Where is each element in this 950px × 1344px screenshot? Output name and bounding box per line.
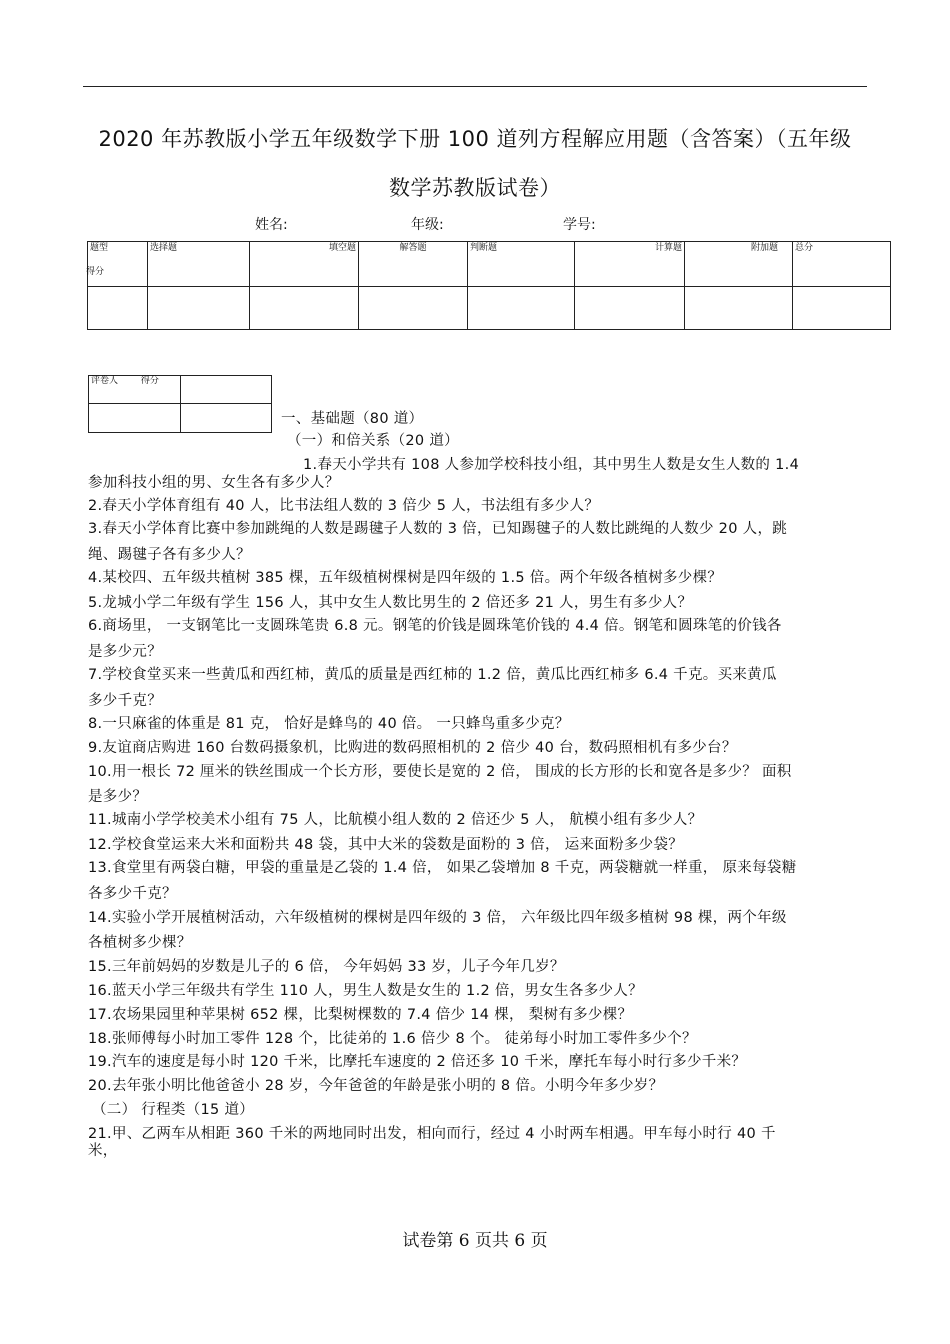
question-line: 18.张师傅每小时加工零件 128 个，比徒弟的 1.6 倍少 8 个。 徒弟每小时加工零件多少个？ <box>88 1031 697 1047</box>
question-line: 是多少？ <box>88 789 148 805</box>
question-line: 6.商场里， 一支钢笔比一支圆珠笔贵 6.8 元。钢笔的价钱是圆珠笔价钱的 4.4 倍。钢笔和圆珠笔的价钱各 <box>88 618 782 634</box>
score-table-header-extra: 附加题 <box>685 242 793 287</box>
question-line: 21.甲、乙两车从相距 360 千米的两地同时出发，相向而行，经过 4 小时两车相遇。甲车每小时行 40 千 <box>88 1126 776 1142</box>
question-line: 8.一只麻雀的体重是 81 克， 恰好是蜂鸟的 40 倍。 一只蜂鸟重多少克？ <box>88 716 570 732</box>
page-footer: 试卷第 6 页共 6 页 <box>402 1231 548 1251</box>
question-line: 7.学校食堂买来一些黄瓜和西红柿，黄瓜的质量是西红柿的 1.2 倍，黄瓜比西红柿多 6.4 千克。买来黄瓜 <box>88 667 777 683</box>
question-line: 20.去年张小明比他爸爸小 28 岁，今年爸爸的年龄是张小明的 8 倍。小明今年多少岁？ <box>88 1078 664 1094</box>
score-table-header-choice: 选择题 <box>148 242 250 287</box>
question-line: 2.春天小学体育组有 40 人，比书法组人数的 3 倍少 5 人，书法组有多少人？ <box>88 498 600 514</box>
score-cell <box>468 287 575 330</box>
grader-label: 评卷人 得分 <box>89 376 181 404</box>
score-table-header-judge: 判断题 <box>468 242 575 287</box>
question-line: 各多少千克？ <box>88 886 177 902</box>
question-line: 14.实验小学开展植树活动，六年级植树的棵树是四年级的 3 倍， 六年级比四年级多植树 98 棵，两个年级 <box>88 910 787 926</box>
question-line: 各植树多少棵？ <box>88 935 192 951</box>
score-table-header-total: 总分 <box>793 242 891 287</box>
score-table-header-fill: 填空题 <box>250 242 359 287</box>
question-line: 绳、踢毽子各有多少人？ <box>88 547 251 563</box>
name-field-label: 姓名: <box>255 217 288 233</box>
score-cell <box>148 287 250 330</box>
score-cell <box>685 287 793 330</box>
subsection-heading: （一）和倍关系（20 道） <box>287 433 459 449</box>
question-line: 11.城南小学学校美术小组有 75 人，比航模小组人数的 2 倍还少 5 人， 航模小组有多少人？ <box>88 812 703 828</box>
score-cell <box>359 287 468 330</box>
subsection-heading: （二） 行程类（15 道） <box>92 1102 255 1118</box>
score-cell <box>575 287 685 330</box>
score-cell <box>88 287 148 330</box>
score-table <box>87 241 891 330</box>
grader-table <box>88 375 272 433</box>
question-line: 1.春天小学共有 108 人参加学校科技小组，其中男生人数是女生人数的 1.4 <box>303 457 800 473</box>
score-cell <box>793 287 891 330</box>
score-row-label: 得分 <box>86 267 105 277</box>
grader-cell <box>181 404 272 433</box>
question-line: 15.三年前妈妈的岁数是儿子的 6 倍， 今年妈妈 33 岁，儿子今年几岁？ <box>88 959 565 975</box>
question-line: 3.春天小学体育比赛中参加跳绳的人数是踢毽子人数的 3 倍，已知踢毽子的人数比跳绳的人数少 20 人，跳 <box>88 521 788 537</box>
question-line: 13.食堂里有两袋白糖，甲袋的重量是乙袋的 1.4 倍， 如果乙袋增加 8 千克，两袋糖就一样重， 原来每袋糖 <box>88 860 797 876</box>
score-table-header-type: 题型 得分 <box>88 242 148 287</box>
section-heading: 一、基础题（80 道） <box>281 411 424 427</box>
grade-field-label: 年级: <box>411 217 444 233</box>
question-line: 是多少元？ <box>88 644 162 660</box>
document-title-line-1: 2020 年苏教版小学五年级数学下册 100 道列方程解应用题（含答案）（五年级 <box>98 127 852 151</box>
question-line: 19.汽车的速度是每小时 120 千米，比摩托车速度的 2 倍还多 10 千米，摩托车每小时行多少千米？ <box>88 1054 747 1070</box>
question-line: 17.农场果园里种苹果树 652 棵，比梨树棵数的 7.4 倍少 14 棵， 梨树有多少棵？ <box>88 1007 633 1023</box>
score-cell <box>250 287 359 330</box>
score-table-header-answer: 解答题 <box>359 242 468 287</box>
question-line: 9.友谊商店购进 160 台数码摄象机，比购进的数码照相机的 2 倍少 40 台，数码照相机有多少台？ <box>88 740 737 756</box>
question-line: 12.学校食堂运来大米和面粉共 48 袋，其中大米的袋数是面粉的 3 倍， 运来面粉多少袋？ <box>88 837 684 853</box>
question-line: 参加科技小组的男、女生各有多少人？ <box>88 475 340 491</box>
student-id-field-label: 学号: <box>563 217 596 233</box>
question-line: 5.龙城小学二年级有学生 156 人，其中女生人数比男生的 2 倍还多 21 人，男生有多少人？ <box>88 595 693 611</box>
question-line: 多少千克？ <box>88 693 162 709</box>
question-line: 10.用一根长 72 厘米的铁丝围成一个长方形，要使长是宽的 2 倍， 围成的长方形的长和宽各是多少？ 面积 <box>88 764 792 780</box>
question-line: 4.某校四、五年级共植树 385 棵，五年级植树棵树是四年级的 1.5 倍。两个年级各植树多少棵？ <box>88 570 723 586</box>
score-table-header-calc: 计算题 <box>575 242 685 287</box>
question-line: 16.蓝天小学三年级共有学生 110 人，男生人数是女生的 1.2 倍，男女生各多少人？ <box>88 983 643 999</box>
header-rule <box>83 86 867 87</box>
grader-cell <box>181 376 272 404</box>
question-line: 米， <box>88 1143 118 1159</box>
document-title-line-2: 数学苏教版试卷） <box>389 176 561 200</box>
grader-cell <box>89 404 181 433</box>
